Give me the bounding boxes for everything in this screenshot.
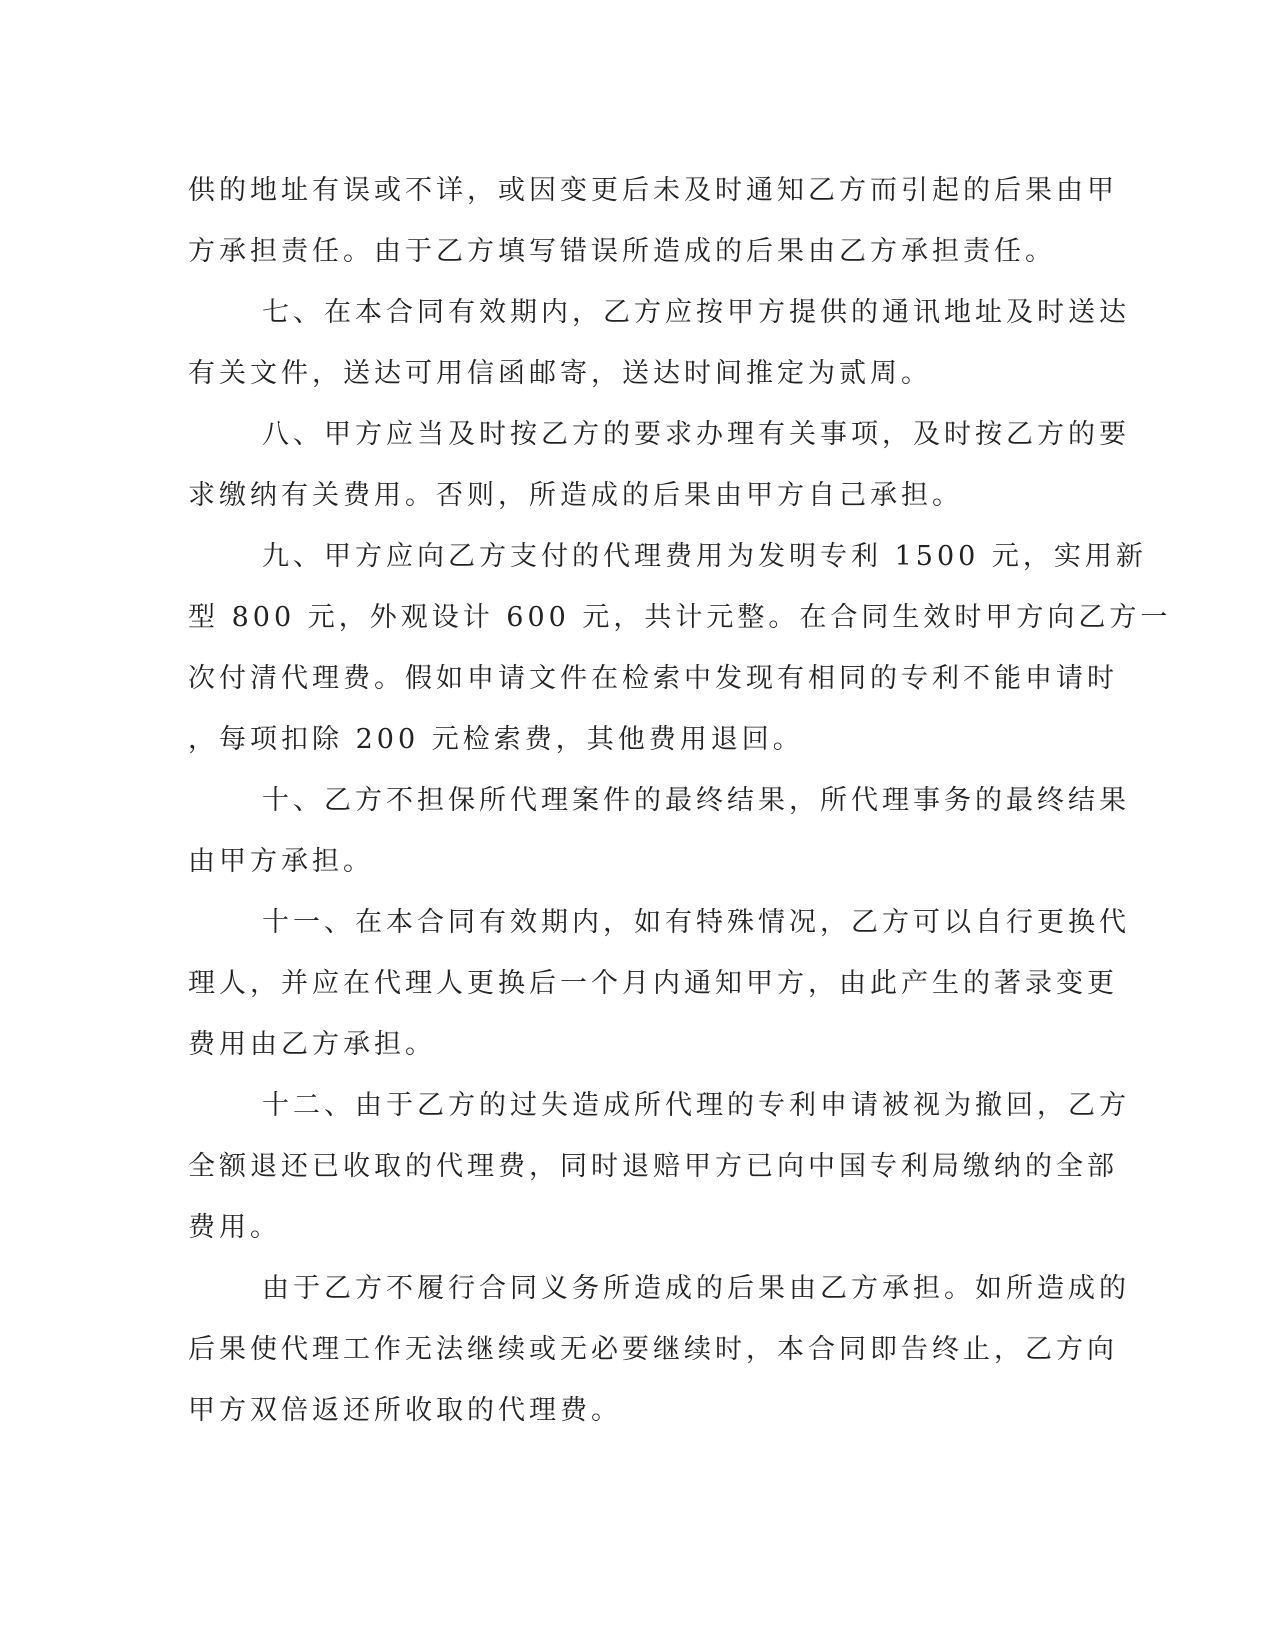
clause-8-line: 八、甲方应当及时按乙方的要求办理有关事项，及时按乙方的要 — [262, 419, 1130, 450]
text-line: 有关文件，送达可用信函邮寄，送达时间推定为贰周。 — [188, 358, 932, 389]
clause-9-line: 九、甲方应向乙方支付的代理费用为发明专利 1500 元，实用新 — [262, 541, 1147, 572]
document-body — [188, 160, 1172, 1441]
text-line: 费用由乙方承担。 — [188, 1029, 436, 1060]
clause-7-line: 七、在本合同有效期内，乙方应按甲方提供的通讯地址及时送达 — [262, 297, 1130, 328]
text-line: 费用。 — [188, 1212, 281, 1243]
text-line: 由甲方承担。 — [188, 846, 374, 877]
clause-10-line: 十、乙方不担保所代理案件的最终结果，所代理事务的最终结果 — [262, 785, 1130, 816]
text-line: 求缴纳有关费用。否则，所造成的后果由甲方自己承担。 — [188, 480, 963, 511]
text-line: 型 800 元，外观设计 600 元，共计元整。在合同生效时甲方向乙方一 — [188, 602, 1172, 633]
text-line: 后果使代理工作无法继续或无必要继续时，本合同即告终止，乙方向 — [188, 1334, 1118, 1365]
text-line: 供的地址有误或不详，或因变更后未及时通知乙方而引起的后果由甲 — [188, 175, 1118, 206]
text-line: 次付清代理费。假如申请文件在检索中发现有相同的专利不能申请时 — [188, 663, 1118, 694]
closing-paragraph-line: 由于乙方不履行合同义务所造成的后果由乙方承担。如所造成的 — [262, 1273, 1130, 1304]
text-line: 甲方双倍返还所收取的代理费。 — [188, 1395, 622, 1426]
text-line: 理人，并应在代理人更换后一个月内通知甲方，由此产生的著录变更 — [188, 968, 1118, 999]
text-line: ，每项扣除 200 元检索费，其他费用退回。 — [188, 724, 804, 755]
clause-12-line: 十二、由于乙方的过失造成所代理的专利申请被视为撤回，乙方 — [262, 1090, 1130, 1121]
text-line: 全额退还已收取的代理费，同时退赔甲方已向中国专利局缴纳的全部 — [188, 1151, 1118, 1182]
text-line: 方承担责任。由于乙方填写错误所造成的后果由乙方承担责任。 — [188, 236, 1056, 267]
clause-11-line: 十一、在本合同有效期内，如有特殊情况，乙方可以自行更换代 — [262, 907, 1130, 938]
